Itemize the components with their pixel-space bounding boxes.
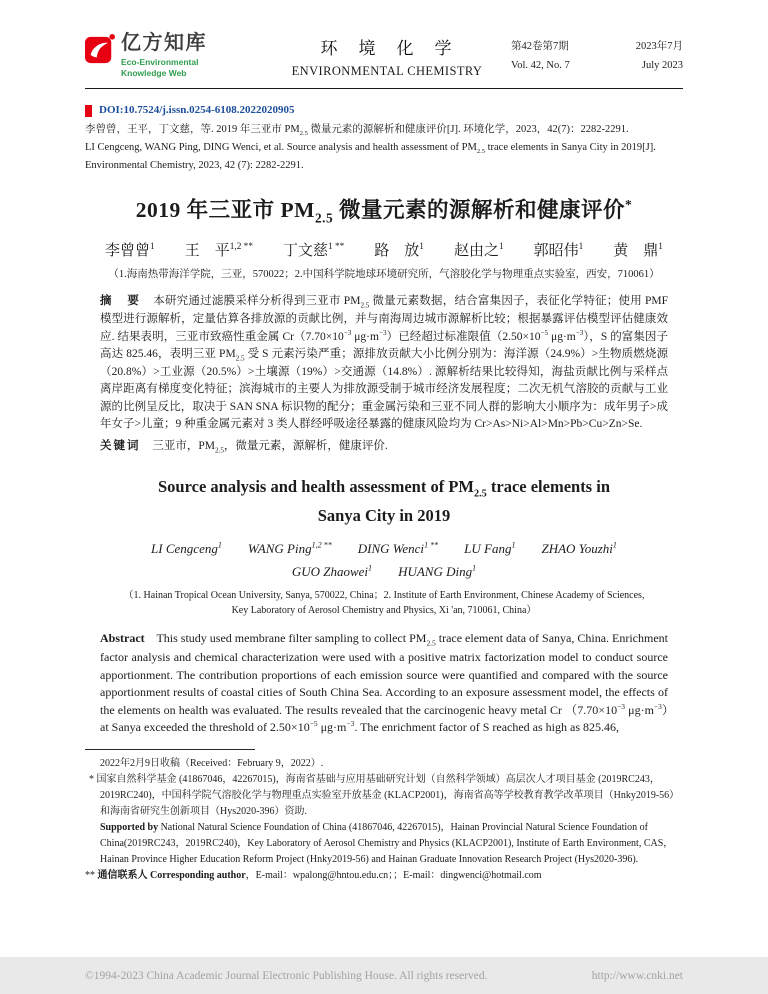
abstract-en (100, 630, 668, 737)
keywords-text: 三亚市，$PM_{2.5}$，微量元素，源解析，健康评价. (152, 440, 388, 455)
article-title-cn: 2019 年三亚市 $PM_{2.5}$ 微量元素的源解析和健康评价* (135, 196, 633, 225)
issue-volume-en: Vol. 42, No. 7 (511, 60, 570, 72)
journal-title-en: ENVIRONMENTAL CHEMISTRY (291, 63, 483, 78)
eco-knowledge-logo-icon (85, 33, 115, 65)
abstract-text-cn: 本研究通过滤膜采样分析得到三亚市 $PM_{2.5}$ 微量元素数据，结合富集因子，表征化学特征；使用 PMF 模型进行源解析，定量估算各排放源的贡献比例，并与南海周边城市源解析比较；根据暴露评估模型评估健康效应. 结果表明，三亚市致癌性重金属 $Cr(7.70\times 10^{-3}$ $\mu g\cdot m^{-3}$）已经超过标准限值（$2.50\times 10^{-5}$ $\mu g\cdot m^{-3}$），S 的富集因子高达 825.46，表明三亚 $PM_{2.5}$ 受 S 元素污染严重；源排放贡献大小比例分别为：海洋源（24.9%）>生物质燃烧源（20.8%）>工业源（20.5%）>土壤源（19%）>交通源（14.8%）. 源解析结果比较得知，海盐贡献比例与采样点离岸距离有梯度变化特征；滨海城市的主要人为排放源受制于城市经济发展程度；二次无机气溶胶的贡献与工业源的比例呈反比，取决于 SAN SNA 标识物的配分；重金属污染和三亚不同人群的影响大小顺序为：成年男子>成年女子>儿童；9 种重金属元素对 3 类人群经呼吸途径暴露的健康风险均为 Cr>As>Ni>Al>Mn>Pb>Cu>Zn>Se. (100, 294, 669, 430)
journal-title-block (292, 34, 483, 79)
received-date-note: 2022年2月9日收稿（Received：February 9，2022）. (100, 758, 324, 770)
doi: DOI:10.7524/j.issn.0254-6108.2022020905 (99, 104, 295, 117)
funding-note-en: Supported by National Natural Science Foundation of China (41867046, 42267015)，Hainan Provincial Natural Science Foundation of China(2019RC243，2019RC240)，Key Laboratory of Aerosol Chemistry and Physics (KLACP2001), Institute of Earth Environment, CAS，Hainan Province Higher Education Reform Project (Hnky2019-56) and Hainan Graduate Innovation Research Project (Hys2020-396). (100, 822, 674, 866)
issue-date-cn: 2023年7月 (635, 40, 683, 52)
abstract-label-cn: 摘 要 (100, 294, 142, 307)
logo-subtitle (121, 57, 207, 79)
issue-row-cn (511, 37, 683, 56)
cnki-footer (0, 957, 768, 994)
keywords-label: 关键词 (100, 440, 141, 453)
abstract-text-en: This study used membrane filter sampling to collect $PM_{2.5}$ trace element data of Sanya, China. Enrichment factor analysis and chemical characterization were used with a positive matrix factorization model to conduct source apportionment. The contribution proportions of each emission source were quantified and compared with the source apportionment results of coastal cities of South China Sea. According to an exposure assessment model, the effects of the elements on health was evaluated. The results revealed that the carcinogenic heavy metal Cr （$7.70\times 10^{-3}$ $\mu g\cdot m^{-3})at$ Sanya exceeded the threshold of $2.50\times 10^{-5}$ $\mu g\cdot m^{-3}$. The enrichment factor of S reached as high as 825.46, (100, 630, 668, 735)
keywords-line (100, 437, 668, 454)
corresponding-author-note: ** 通信联系人 Corresponding author，E-mail：wpalong@hntou.edu.cn；；E-mail：dingwenci@hotmail.com (85, 870, 542, 882)
copyright-text: ©1994-2023 China Academic Journal Electronic Publishing House. All rights reserved. (85, 969, 488, 982)
abstract-label-en: Abstract (100, 630, 145, 645)
logo-brand-text: 亿方知库 (121, 32, 207, 54)
affiliation-cn: （1.海南热带海洋学院，三亚，570022；2.中国科学院地球环境研究所，气溶胶化学与物理重点实验室，西安，710061） (108, 268, 660, 280)
journal-title-cn: 环 境 化 学 (320, 38, 454, 58)
issue-row-en (511, 56, 683, 75)
cnki-url: http://www.cnki.net (591, 969, 683, 982)
footnotes (85, 756, 683, 884)
publisher-logo (85, 33, 263, 79)
doi-line (85, 102, 683, 120)
doi-red-marker (85, 105, 92, 117)
affiliation-en: （1. Hainan Tropical Ocean University, Sanya, 570022, China；2. Institute of Earth Environment, Chinese Academy of Sciences, Key Laboratory of Aerosol Chemistry and Physics, Xi 'an, 710061, China） (123, 589, 645, 617)
logo-subtitle-line1: Eco-Environmental (121, 57, 199, 67)
header-divider (85, 88, 683, 89)
abstract-cn (100, 293, 668, 433)
issue-date-en: July 2023 (641, 60, 683, 72)
issue-volume-cn: 第42卷第7期 (511, 40, 569, 52)
logo-text-block (121, 33, 207, 79)
issue-info (511, 37, 683, 76)
citation-block (85, 102, 683, 174)
article-title-en: Source analysis and health assessment of $PM_{2.5}$ trace elements in Sanya City in 2019 (158, 477, 610, 526)
authors-cn: 李曾曾$^1$ 王 平$^{1,2 **}$ 丁文慈$^{1 **}$ 路 放$^1$ 赵由之$^1$ 郭昭伟$^1$ 黄 鼎$^1$ (105, 241, 663, 259)
citation-cn: 李曾曾，王平，丁文慈，等. 2019 年三亚市 $PM_{2.5}$ 微量元素的源解析和健康评价[J]. 环境化学，2023，42(7)：2282-2291. (85, 123, 629, 137)
logo-subtitle-line2: Knowledge Web (121, 68, 187, 79)
journal-header (85, 0, 683, 79)
funding-note-cn: * 国家自然科学基金 (41867046，42267015)，海南省基础与应用基础研究计划（自然科学领域）高层次人才项目基金 (2019RC243，2019RC240)，中国科学院气溶胶化学与物理重点实验室开放基金 (KLACP2001)，海南省高等学校教育教学改革项目（Hnky2019-56）和海南省研究生创新项目（Hys2020-396）资助. (89, 774, 680, 818)
citation-en: LI Cengceng, WANG Ping, DING Wenci, et al. Source analysis and health assessment of $PM_{2.5}$ trace elements in Sanya City in 2019[J]. Environmental Chemistry, 2023, 42 (7): 2282-2291. (85, 142, 656, 171)
authors-en: LI Cengceng$^1$ WANG Ping$^{1,2 **}$ DING Wenci$^{1 **}$ LU Fang$^1$ ZHAO Youzhi$^1$ GUO Zhaowei$^1$ HUANG Ding$^1$ (151, 541, 617, 579)
footnote-divider (85, 749, 255, 750)
